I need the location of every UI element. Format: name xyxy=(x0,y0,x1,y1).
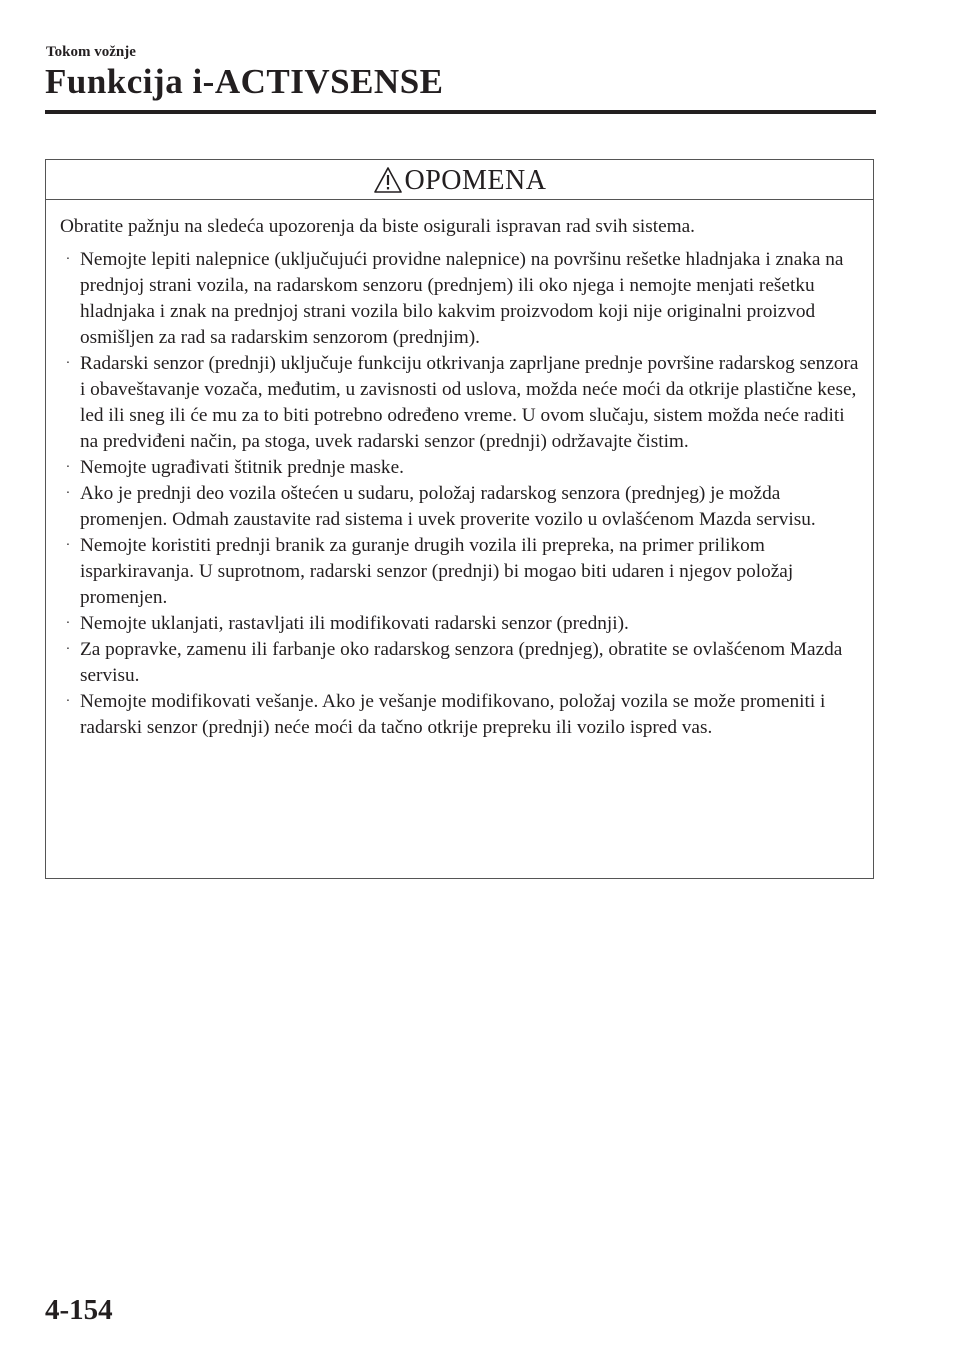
page-title: Funkcija i-ACTIVSENSE xyxy=(45,62,444,101)
warning-list xyxy=(60,247,859,741)
list-item xyxy=(60,637,859,689)
list-item-text: Nemojte modifikovati vešanje. Ako je vešanje modifikovano, položaj vozila se može promeniti i radarski senzor (prednji) neće moći da tačno otkrije prepreku ili vozilo ispred vas. xyxy=(80,691,826,738)
bullet-icon: · xyxy=(65,252,71,267)
bullet-icon: · xyxy=(65,356,71,371)
warning-header xyxy=(46,160,873,200)
page-number: 4-154 xyxy=(45,1294,113,1326)
list-item-text: Nemojte ugrađivati štitnik prednje maske. xyxy=(80,457,404,478)
warning-box xyxy=(45,159,874,879)
bullet-icon: · xyxy=(65,642,71,657)
bullet-icon: · xyxy=(65,538,71,553)
list-item xyxy=(60,247,859,351)
warning-title: OPOMENA xyxy=(404,164,547,196)
list-item-text: Radarski senzor (prednji) uključuje funkciju otkrivanja zaprljane prednje površine radarskog senzora i obaveštavanje vozača, međutim, u zavisnosti od uslova, možda neće moći da otkrije plastične kese, led ili sneg ili će mu za to biti potrebno određeno vreme. U ovom slučaju, sistem možda neće raditi na predviđeni način, pa stoga, uvek radarski senzor (prednji) održavajte čistim. xyxy=(80,353,859,452)
list-item xyxy=(60,455,859,481)
warning-body xyxy=(46,200,873,741)
warning-triangle-icon xyxy=(373,166,403,194)
list-item-text: Nemojte koristiti prednji branik za guranje drugih vozila ili prepreka, na primer prilikom isparkiravanja. U suprotnom, radarski senzor (prednji) bi mogao biti udaren i njegov položaj promenjen. xyxy=(80,535,794,608)
list-item xyxy=(60,611,859,637)
warning-intro: Obratite pažnju na sledeća upozorenja da biste osigurali ispravan rad svih sistema. xyxy=(60,216,696,237)
list-item-text: Nemojte lepiti nalepnice (uključujući providne nalepnice) na površinu rešetke hladnjaka i znaka na prednjoj strani vozila, na radarskom senzoru (prednjem) ili oko njega i nemojte menjati rešetku hladnjaka i znak na prednjoj strani vozila bilo kakvim proizvodom koji nije originalni proizvod osmišljen za rad sa radarskim senzorom (prednjim). xyxy=(80,249,844,348)
bullet-icon: · xyxy=(65,460,71,475)
list-item xyxy=(60,481,859,533)
bullet-icon: · xyxy=(65,616,71,631)
bullet-icon: · xyxy=(65,486,71,501)
title-rule xyxy=(45,110,876,114)
list-item xyxy=(60,351,859,455)
bullet-icon: · xyxy=(65,694,71,709)
list-item-text: Nemojte uklanjati, rastavljati ili modifikovati radarski senzor (prednji). xyxy=(80,613,629,634)
list-item-text: Ako je prednji deo vozila oštećen u sudaru, položaj radarskog senzora (prednjeg) je možda promenjen. Odmah zaustavite rad sistema i uvek proverite vozilo u ovlašćenom Mazda servisu. xyxy=(80,483,816,530)
list-item-text: Za popravke, zamenu ili farbanje oko radarskog senzora (prednjeg), obratite se ovlašćenom Mazda servisu. xyxy=(80,639,843,686)
list-item xyxy=(60,689,859,741)
list-item xyxy=(60,533,859,611)
section-label: Tokom vožnje xyxy=(46,44,136,60)
